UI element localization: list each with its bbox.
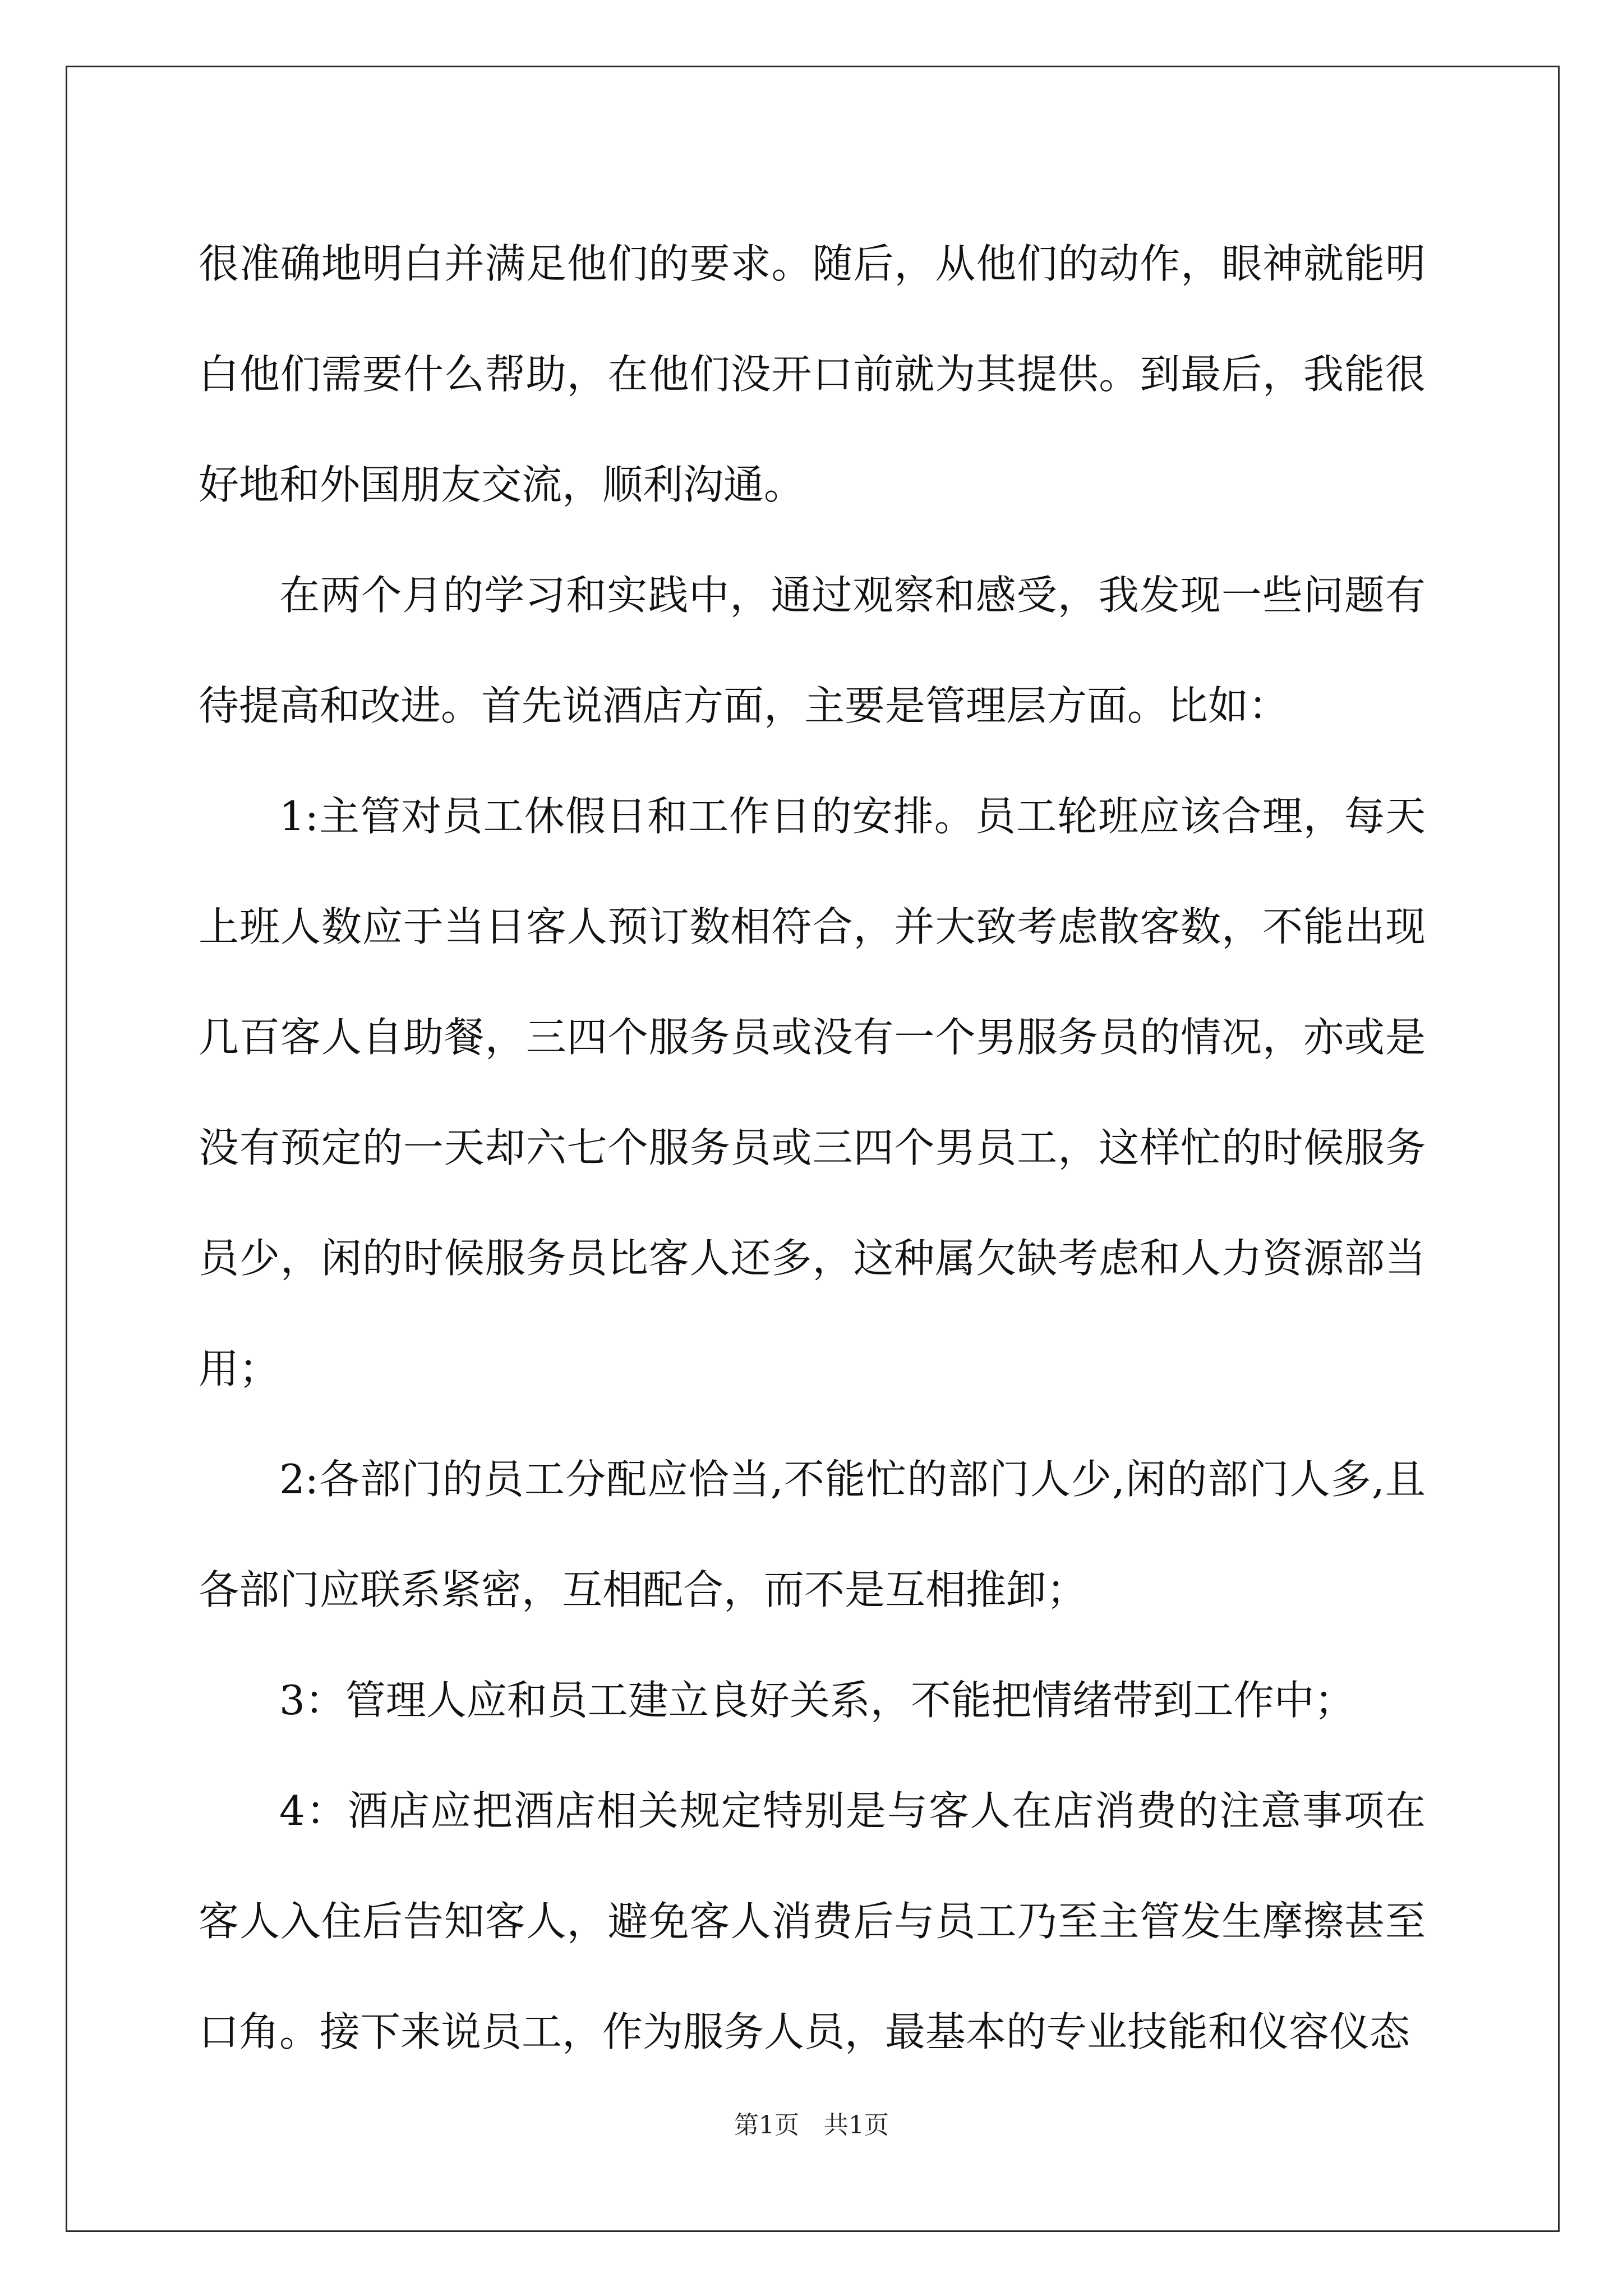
page-total: 共1页 bbox=[824, 2111, 889, 2139]
paragraph-item-4: 4：酒店应把酒店相关规定特别是与客人在店消费的注意事项在客人入住后告知客人，避免客人消费后与员工乃至主管发生摩擦甚至口角。接下来说员工，作为服务人员，最基本的专业技能和仪容仪态 bbox=[199, 1787, 1426, 2055]
page-number: 第1页 bbox=[734, 2111, 799, 2139]
paragraph-item-3: 3：管理人应和员工建立良好关系，不能把情绪带到工作中； bbox=[279, 1677, 1355, 1724]
paragraph-item-1: 1:主管对员工休假日和工作日的安排。员工轮班应该合理，每天上班人数应于当日客人预订数相符合，并大致考虑散客数，不能出现几百客人自助餐，三四个服务员或没有一个男服务员的情况，亦或是没有预定的一天却六七个服务员或三四个男员工，这样忙的时候服务员少，闲的时候服务员比客人还多，这种属欠缺考虑和人力资源部当用； bbox=[199, 793, 1426, 1392]
document-body bbox=[199, 209, 1426, 2087]
paragraph-continuation: 很准确地明白并满足他们的要求。随后，从他们的动作，眼神就能明白他们需要什么帮助，在他们没开口前就为其提供。到最后，我能很好地和外国朋友交流，顺利沟通。 bbox=[199, 240, 1426, 508]
paragraph-item-2: 2:各部门的员工分配应恰当,不能忙的部门人少,闲的部门人多,且各部门应联系紧密，互相配合，而不是互相推卸； bbox=[199, 1456, 1426, 1613]
paragraph-observations: 在两个月的学习和实践中，通过观察和感受，我发现一些问题有待提高和改进。首先说酒店方面，主要是管理层方面。比如： bbox=[199, 572, 1426, 729]
page-footer bbox=[0, 2105, 1623, 2141]
